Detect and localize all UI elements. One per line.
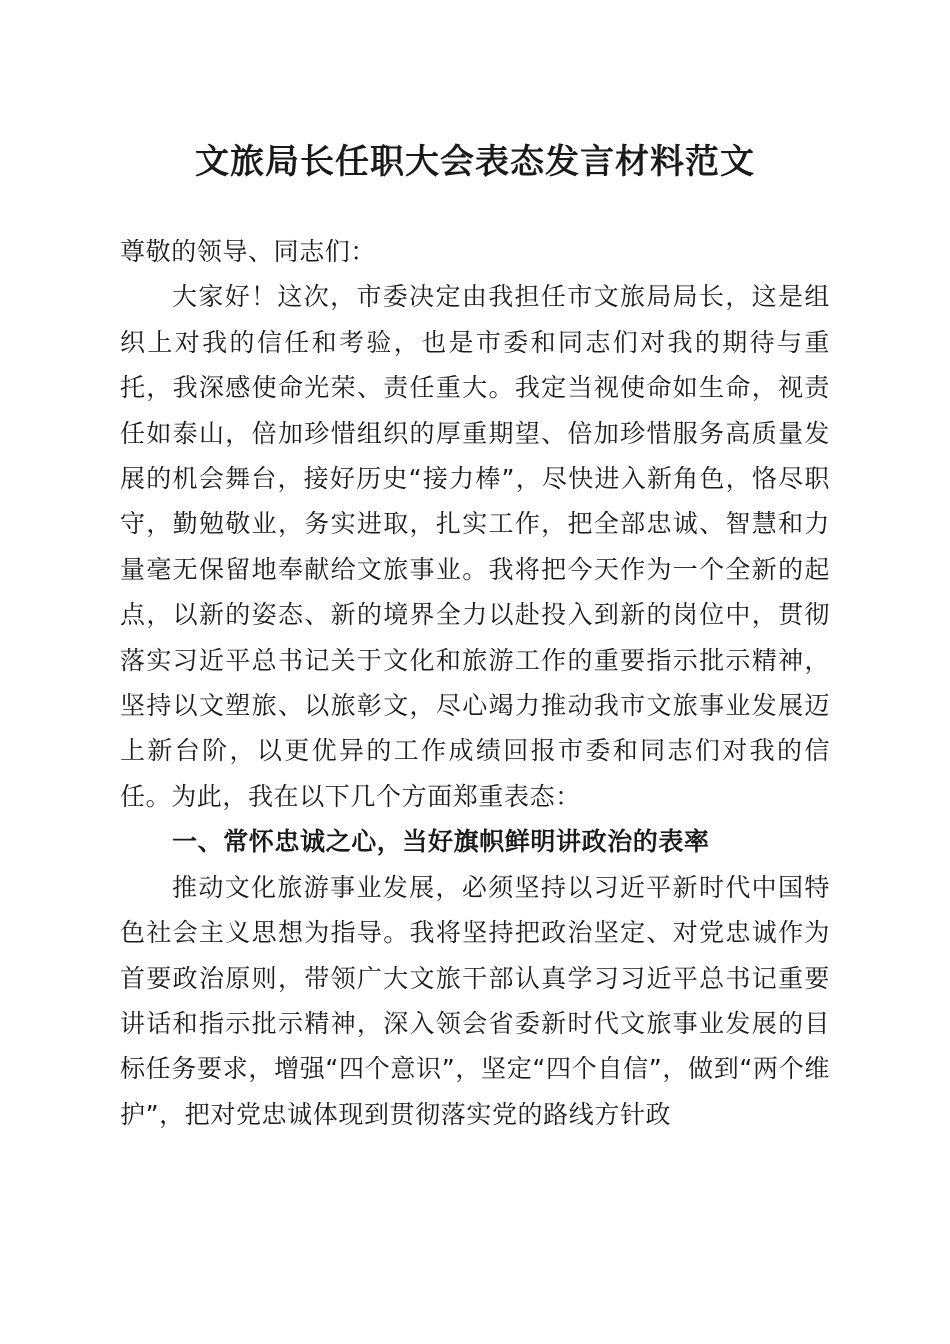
document-body — [120, 229, 830, 1137]
section-1-paragraph: 推动文化旅游事业发展，必须坚持以习近平新时代中国特色社会主义思想为指导。我将坚持把政治坚定、对党忠诚作为首要政治原则，带领广大文旅干部认真学习习近平总书记重要讲话和指示批示精神，深入领会省委新时代文旅事业发展的目标任务要求，增强“四个意识”，坚定“四个自信”，做到“两个维护”，把对党忠诚体现到贯彻落实党的路线方针政 — [120, 872, 830, 1129]
salutation: 尊敬的领导、同志们： — [120, 237, 377, 266]
document-title: 文旅局长任职大会表态发言材料范文 — [195, 142, 755, 182]
opening-paragraph: 大家好！这次，市委决定由我担任市文旅局局长，这是组织上对我的信任和考验，也是市委和同志们对我的期待与重托，我深感使命光荣、责任重大。我定当视使命如生命，视责任如泰山，倍加珍惜组织的厚重期望、倍加珍惜服务高质量发展的机会舞台，接好历史“接力棒”，尽快进入新角色，恪尽职守，勤勉敬业，务实进取，扎实工作，把全部忠诚、智慧和力量毫无保留地奉献给文旅事业。我将把今天作为一个全新的起点，以新的姿态、新的境界全力以赴投入到新的岗位中，贯彻落实习近平总书记关于文化和旅游工作的重要指示批示精神，坚持以文塑旅、以旅彰文，尽心竭力推动我市文旅事业发展迈上新台阶，以更优异的工作成绩回报市委和同志们对我的信任。为此，我在以下几个方面郑重表态： — [120, 282, 830, 811]
section-heading-1: 一、常怀忠诚之心，当好旗帜鲜明讲政治的表率 — [172, 827, 710, 857]
